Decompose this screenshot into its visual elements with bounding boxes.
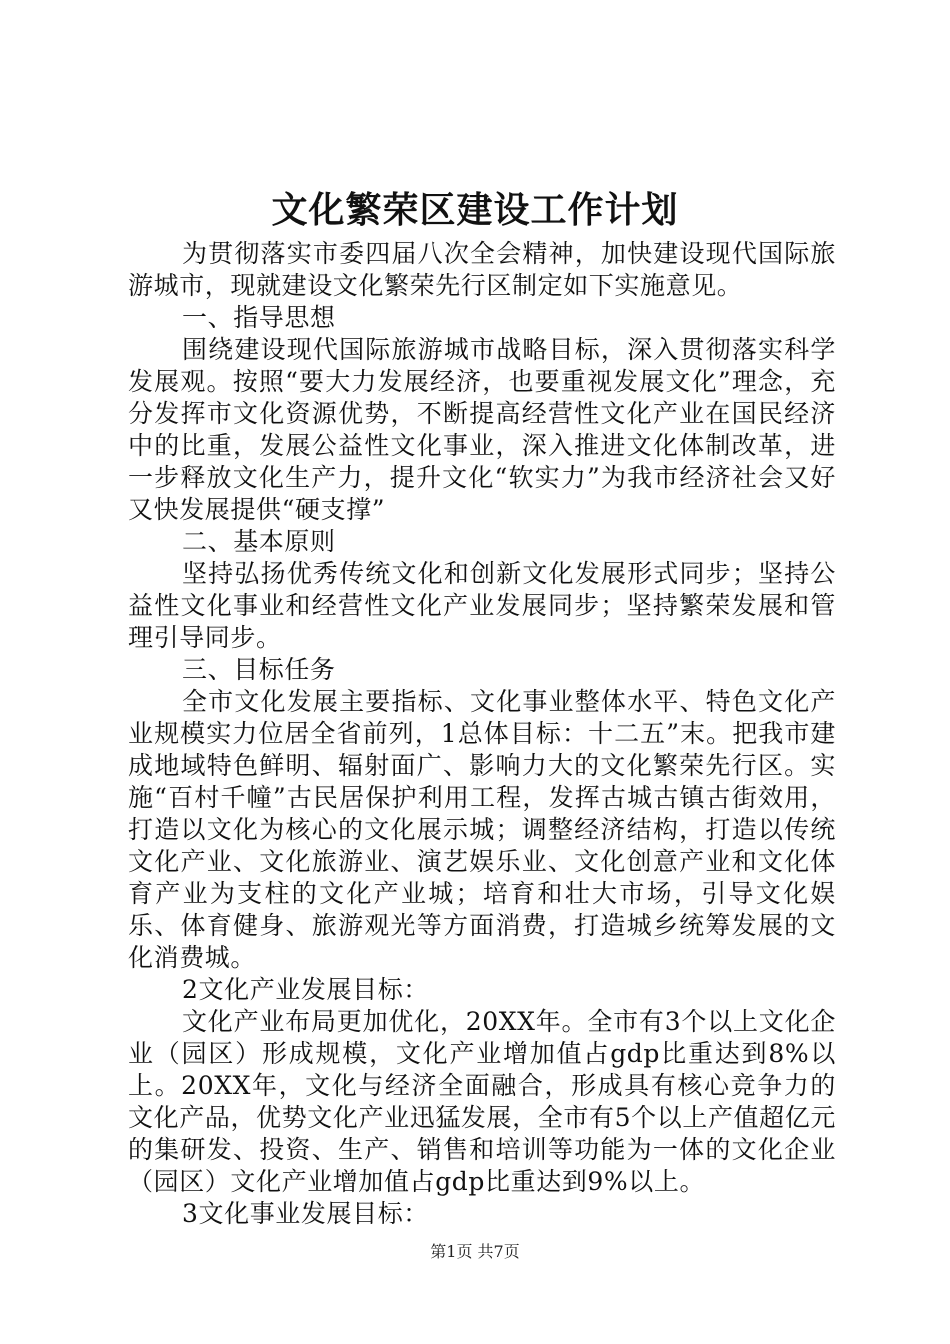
paragraph-guiding-ideology: 围绕建设现代国际旅游城市战略目标，深入贯彻落实科学发展观。按照“要大力发展经济，也要重视发展文化”理念，充分发挥市文化资源优势，不断提高经营性文化产业在国民经济中的比重，发展公益性文化事业，深入推进文化体制改革，进一步释放文化生产力，提升文化“软实力”为我市经济社会又好又快发展提供“硬支撑” [128, 335, 836, 524]
heading-basic-principles: 二、基本原则 [182, 527, 336, 556]
page-footer: 第1页 共7页 [430, 1242, 520, 1261]
heading-guiding-ideology: 一、指导思想 [182, 303, 336, 332]
heading-undertaking-goal: 3文化事业发展目标： [182, 1199, 429, 1228]
heading-goals-tasks: 三、目标任务 [182, 655, 336, 684]
paragraph-industry-goal: 文化产业布局更加优化，20XX年。全市有3个以上文化企业（园区）形成规模，文化产业增加值占gdp比重达到8%以上。20XX年，文化与经济全面融合，形成具有核心竞争力的文化产品，优势文化产业迅猛发展，全市有5个以上产值超亿元的集研发、投资、生产、销售和培训等功能为一体的文化企业（园区）文化产业增加值占gdp比重达到9%以上。 [128, 1007, 836, 1196]
paragraph-overall-goal: 全市文化发展主要指标、文化事业整体水平、特色文化产业规模实力位居全省前列，1总体目标：十二五”末。把我市建成地域特色鲜明、辐射面广、影响力大的文化繁荣先行区。实施“百村千幢”古民居保护利用工程，发挥古城古镇古街效用，打造以文化为核心的文化展示城；调整经济结构，打造以传统文化产业、文化旅游业、演艺娱乐业、文化创意产业和文化体育产业为支柱的文化产业城；培育和壮大市场，引导文化娱乐、体育健身、旅游观光等方面消费，打造城乡统筹发展的文化消费城。 [128, 687, 836, 972]
paragraph-basic-principles: 坚持弘扬优秀传统文化和创新文化发展形式同步；坚持公益性文化事业和经营性文化产业发展同步；坚持繁荣发展和管理引导同步。 [128, 559, 836, 652]
heading-industry-goal: 2文化产业发展目标： [182, 975, 429, 1004]
document-title: 文化繁荣区建设工作计划 [271, 189, 679, 231]
paragraph-intro: 为贯彻落实市委四届八次全会精神，加快建设现代国际旅游城市，现就建设文化繁荣先行区制定如下实施意见。 [128, 239, 836, 300]
document-body [128, 238, 836, 1230]
